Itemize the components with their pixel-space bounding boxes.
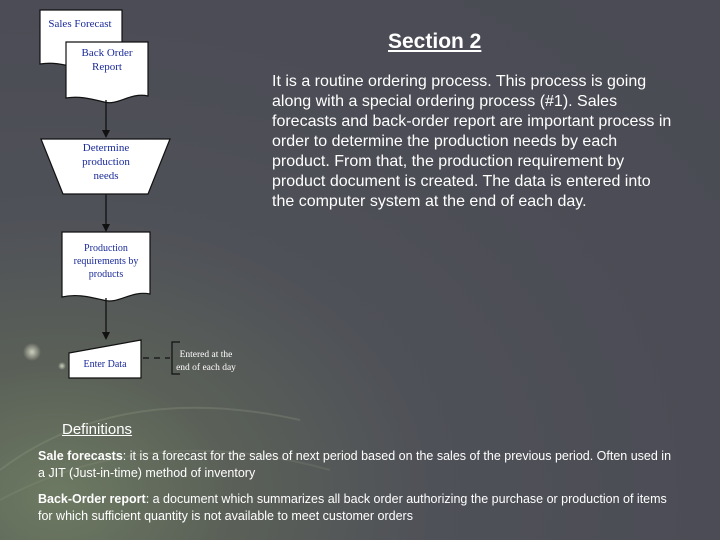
annotation-label-line2: end of each day [176,363,236,373]
definition-term: Back-Order report [38,492,146,506]
production-requirements-document [62,232,150,301]
definition-text: : a document which summarizes all back order authorizing the purchase or production of items for which sufficient quantity is not available to meet customer orders [38,492,667,523]
back-order-report-label-line1: Back Order [81,47,133,59]
definition-back-order-report [38,491,678,525]
definition-term: Sale forecasts [38,449,123,463]
back-order-report-label-line2: Report [92,61,122,73]
definition-sale-forecasts [38,448,678,482]
definitions-heading: Definitions [62,421,133,438]
definition-text: : it is a forecast for the sales of next period based on the sales of the previous period. Often used in a JIT (Just-in-time) method of inventory [38,449,672,480]
section-body: It is a routine ordering process. This process is going along with a special ordering process (#1). Sales forecasts and back-order report are important process in order to determine the production needs by each product. From that, the production requirement by product document is created. The data is entered into the computer system at the end of each day. [272,73,672,210]
production-requirements-label-line2: requirements by [73,256,139,267]
production-requirements-label-line1: Production [84,243,128,254]
production-requirements-label-line3: products [88,269,124,280]
arrowhead [102,130,110,138]
back-order-report-document [66,42,148,103]
annotation-label-line1: Entered at the [179,350,233,360]
arrowhead [102,224,110,232]
determine-production-label-line1: Determine [82,142,130,154]
determine-production-label-line2: production [82,156,130,168]
sales-forecast-label: Sales Forecast [48,18,112,30]
determine-production-needs-process [41,139,170,194]
determine-production-label-line3: needs [93,170,119,182]
enter-data-label: Enter Data [83,359,127,370]
section-title: Section 2 [388,30,482,53]
arrowhead [102,332,110,340]
enter-data-manual-input [69,340,141,378]
